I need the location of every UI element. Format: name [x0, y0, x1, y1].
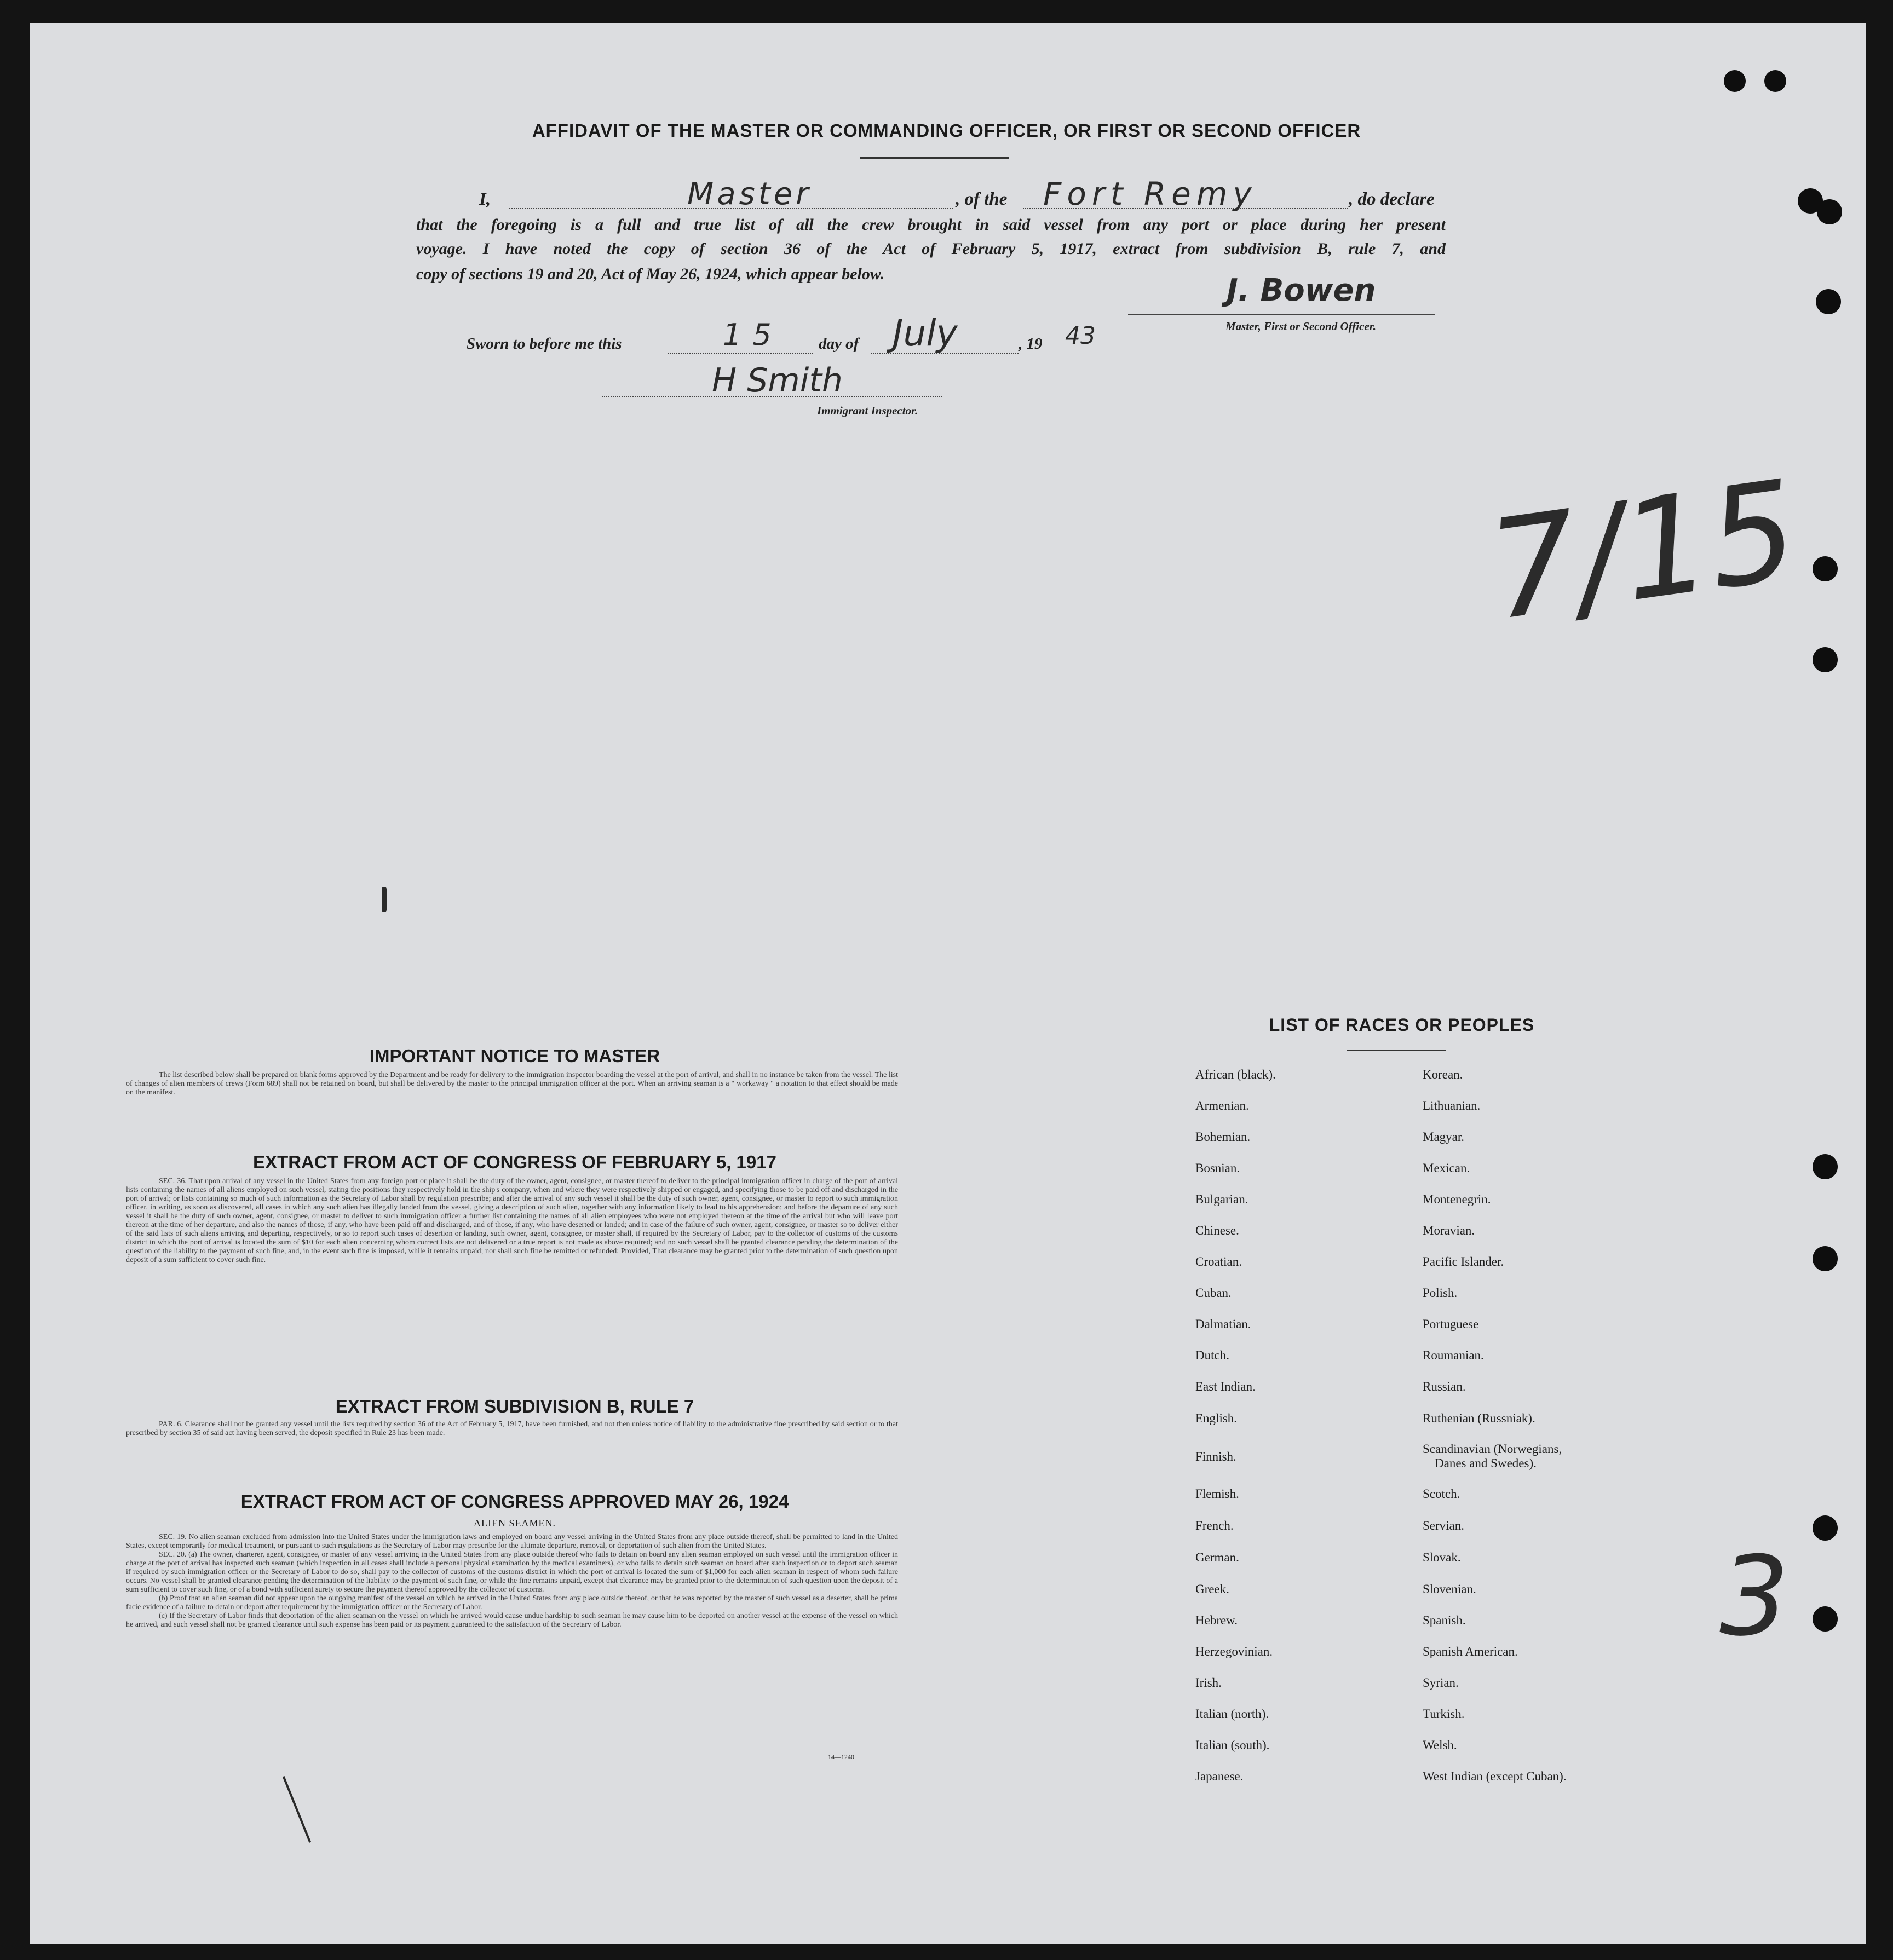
inspector-signature: H Smith: [712, 361, 843, 400]
i-label: I,: [479, 189, 491, 209]
race-right-4: Montenegrin.: [1423, 1192, 1491, 1206]
signature-caption: Master, First or Second Officer.: [1225, 320, 1376, 333]
race-right-12b: Danes and Swedes).: [1435, 1456, 1537, 1470]
race-left-8: Dalmatian.: [1195, 1317, 1251, 1331]
race-right-13: Scotch.: [1423, 1487, 1460, 1501]
form-number: 14—1240: [828, 1753, 854, 1761]
race-right-3: Mexican.: [1423, 1161, 1470, 1175]
master-signature: J. Bowen: [1227, 273, 1376, 308]
race-left-20: Italian (north).: [1195, 1707, 1269, 1721]
notice-title: IMPORTANT NOTICE TO MASTER: [369, 1046, 660, 1066]
extract-1917-text: [126, 1177, 898, 1265]
sworn-month: July: [893, 312, 958, 354]
title-rule: [860, 157, 1009, 159]
year-prefix: , 19: [1019, 335, 1043, 353]
race-right-1: Lithuanian.: [1423, 1099, 1481, 1112]
punch-hole: [1813, 647, 1838, 672]
race-right-20: Turkish.: [1423, 1707, 1465, 1721]
race-left-5: Chinese.: [1195, 1224, 1239, 1237]
race-left-11: English.: [1195, 1411, 1238, 1425]
race-right-6: Pacific Islander.: [1423, 1255, 1504, 1269]
race-right-15: Slovak.: [1423, 1550, 1461, 1564]
race-left-10: East Indian.: [1195, 1380, 1256, 1393]
day-of-label: day of: [819, 335, 859, 353]
extract-1924-title: EXTRACT FROM ACT OF CONGRESS APPROVED MAY 26, 1924: [240, 1491, 789, 1512]
extract-rule7-title: EXTRACT FROM SUBDIVISION B, RULE 7: [335, 1396, 694, 1416]
race-left-1: Armenian.: [1195, 1099, 1249, 1112]
race-left-4: Bulgarian.: [1195, 1192, 1248, 1206]
punch-hole: [1764, 70, 1786, 92]
affidavit-body-3: copy of sections 19 and 20, Act of May 26, 1924, which appear below.: [416, 265, 885, 283]
race-left-12: Finnish.: [1195, 1450, 1236, 1463]
inspector-caption: Immigrant Inspector.: [817, 404, 918, 417]
race-left-14: French.: [1195, 1519, 1234, 1532]
race-left-16: Greek.: [1195, 1582, 1229, 1596]
sec19-paragraph: SEC. 19. No alien seaman excluded from admission into the United States under the immigration laws and employed on board any vessel arriving in the United States from any place outside thereof, shall be permitted to land in the United States, except temporarily for medical treatment, or pursuant to such regulations as the Secretary of Labor may prescribe for the ultimate departure, removal, or deportation of such alien from the United States.: [126, 1533, 898, 1550]
race-right-14: Servian.: [1423, 1519, 1465, 1532]
race-left-18: Herzegovinian.: [1195, 1645, 1273, 1658]
race-right-19: Syrian.: [1423, 1676, 1459, 1690]
sworn-day-line: [668, 353, 813, 354]
punch-hole: [1813, 1606, 1838, 1632]
sworn-day: 15: [723, 318, 782, 352]
affidavit-title: AFFIDAVIT OF THE MASTER OR COMMANDING OFFICER, OR FIRST OR SECOND OFFICER: [532, 120, 1361, 141]
ink-mark: [382, 887, 387, 912]
race-left-17: Hebrew.: [1195, 1613, 1238, 1627]
race-right-0: Korean.: [1423, 1068, 1463, 1081]
punch-hole: [1813, 1515, 1838, 1541]
race-right-9: Roumanian.: [1423, 1348, 1484, 1362]
affidavit-body-2: voyage. I have noted the copy of section 36 of the Act of February 5, 1917, extract from subdivision B, rule 7, and: [416, 240, 1446, 258]
extract-1924-text: [126, 1533, 898, 1629]
race-right-16: Slovenian.: [1423, 1582, 1476, 1596]
sec36-paragraph: SEC. 36. That upon arrival of any vessel in the United States from any foreign port or place it shall be the duty of the owner, agent, consignee, or master thereof to deliver to the principal immigration officer in charge of the port of arrival lists containing the names of all aliens employed on such vessel, stating the positions they respectively hold in the ship's company, when and where they were respectively shipped or engaged, and specifying those to be paid off and discharged in the port of arrival; or lists containing so much of such information as the Secretary of Labor shall by regulation prescribe; and after the arrival of any such vessel it shall be the duty of such owner, agent, consignee, or master to report to such immigration officer, in writing, as soon as discovered, all cases in which any such alien has illegally landed from the vessel, giving a description of such alien, together with any information likely to lead to his apprehension; and before the departure of any such vessel it shall be the duty of such owner, agent, consignee, or master to deliver to such immigration officer a further list containing the names of all alien employees who were not employed thereon at the time of the arrival but who will leave port thereon at the time of her departure, and also the names of those, if any, who have been paid off and discharged, and of those, if any, who have deserted or landed; and in case of the failure of such owner, agent, consignee, or master so to deliver either of the said lists of such aliens arriving and departing, respectively, or so to report such cases of desertion or landing, such owner, agent, consignee, or master shall, if required by the Secretary of Labor, pay to the collector of customs of the customs district in which the port of arrival is located the sum of $10 for each alien concerning whom correct lists are not delivered or a true report is not made as above required; and no such vessel shall be granted clearance pending the determination of the question of the liability to the payment of such fine, and, in the event such fine is imposed, while it remains unpaid; nor shall such fine be remitted or refunded: Provided, That clearance may be granted prior to the determination of such question upon deposit of a sum sufficient to cover such fine.: [126, 1177, 898, 1264]
punch-hole: [1724, 70, 1746, 92]
punch-hole: [1813, 1154, 1838, 1179]
race-right-18: Spanish American.: [1423, 1645, 1518, 1658]
race-left-3: Bosnian.: [1195, 1161, 1240, 1175]
race-right-8: Portuguese: [1423, 1317, 1479, 1331]
punch-hole: [1817, 199, 1842, 224]
race-right-21: Welsh.: [1423, 1738, 1457, 1752]
race-left-22: Japanese.: [1195, 1769, 1244, 1783]
punch-hole: [1816, 289, 1841, 314]
races-rule: [1347, 1050, 1446, 1051]
race-right-22: West Indian (except Cuban).: [1423, 1769, 1567, 1783]
vessel-name: Fort Remy: [1043, 175, 1257, 212]
race-right-12: Scandinavian (Norwegians,: [1423, 1442, 1562, 1456]
race-left-19: Irish.: [1195, 1676, 1222, 1690]
date-annotation: 7/15: [1480, 450, 1806, 651]
master-name: Master: [687, 176, 812, 212]
signature-line: [1128, 314, 1435, 315]
page-number-annotation: 3: [1719, 1533, 1790, 1661]
race-left-21: Italian (south).: [1195, 1738, 1270, 1752]
punch-hole: [1813, 556, 1838, 581]
race-left-6: Croatian.: [1195, 1255, 1242, 1269]
sworn-year: 43: [1065, 322, 1096, 350]
race-left-9: Dutch.: [1195, 1348, 1229, 1362]
race-right-7: Polish.: [1423, 1286, 1458, 1300]
notice-text: [126, 1071, 898, 1097]
race-right-2: Magyar.: [1423, 1130, 1465, 1144]
document-page: [30, 23, 1866, 1944]
races-title: LIST OF RACES OR PEOPLES: [1269, 1015, 1535, 1035]
punch-hole: [1813, 1246, 1838, 1271]
race-left-0: African (black).: [1195, 1068, 1276, 1081]
race-right-10: Russian.: [1423, 1380, 1466, 1393]
sec20b-paragraph: (b) Proof that an alien seaman did not appear upon the outgoing manifest of the vessel on which he arrived in the United States from any place outside thereof, or that he was reported by the master of such vessel as a deserter, shall be prima facie evidence of a failure to detain or deport after requirement by the immigration officer or the Secretary of Labor.: [126, 1594, 898, 1611]
sec20c-paragraph: (c) If the Secretary of Labor finds that deportation of the alien seaman on the vessel on which he arrived would cause undue hardship to such seaman he may cause him to be deported on another vessel at the expense of the vessel on which he arrived, and such vessel shall not be granted clearance until such expense has been paid or its payment guaranteed to the satisfaction of the Secretary of Labor.: [126, 1612, 898, 1629]
of-the-label: , of the: [956, 189, 1008, 209]
extract-rule7-text: [126, 1420, 898, 1438]
extract-1924-subtitle: ALIEN SEAMEN.: [474, 1518, 556, 1529]
race-right-11: Ruthenian (Russniak).: [1423, 1411, 1535, 1425]
extract-1917-title: EXTRACT FROM ACT OF CONGRESS OF FEBRUARY 5, 1917: [253, 1152, 776, 1172]
sworn-label: Sworn to before me this: [467, 335, 622, 353]
par6-paragraph: PAR. 6. Clearance shall not be granted any vessel until the lists required by section 36 of the Act of February 5, 1917, have been furnished, and not then unless notice of liability to the administrative fine prescribed by said section or to that prescribed by section 35 of said act having been served, the deposit specified in Rule 23 has been made.: [126, 1420, 898, 1437]
race-right-5: Moravian.: [1423, 1224, 1475, 1237]
affidavit-body-1: that the foregoing is a full and true list of all the crew brought in said vessel from any port or place during her present: [416, 216, 1446, 234]
race-left-2: Bohemian.: [1195, 1130, 1251, 1144]
sec20a-paragraph: SEC. 20. (a) The owner, charterer, agent, consignee, or master of any vessel arriving in the United States from any place outside thereof who fails to detain on board any alien seaman employed on such vessel until the immigration officer in charge at the port of arrival has inspected such seaman (which inspection in all cases shall include a personal physical examination by the medical examiners), or who fails to detain such seaman on board after such inspection or to deport such seaman if required by such immigration officer or the Secretary of Labor to do so, shall pay to the collector of customs of the customs district in which the port of arrival is located the sum of $1,000 for each alien seaman in respect of whom such failure occurs. No vessel shall be granted clearance pending the determination of the liability to the payment of such fine, or while the fine remains unpaid, except that clearance may be granted prior to the determination of such question upon the deposit of a sum sufficient to cover such fine, or of a bond with sufficient surety to secure the payment thereof approved by the collector of customs.: [126, 1550, 898, 1594]
declare-label: , do declare: [1349, 189, 1435, 209]
race-left-7: Cuban.: [1195, 1286, 1232, 1300]
notice-paragraph: The list described below shall be prepared on blank forms approved by the Department and be ready for delivery to the immigration inspector boarding the vessel at the port of arrival, and shall in no instance be taken from the vessel. The list of changes of alien members of crews (Form 689) shall not be retained on board, but shall be delivered by the master to the principal immigration officer at the port. When an arriving seaman is a " workaway " a notation to that effect should be made on the manifest.: [126, 1071, 898, 1097]
race-left-13: Flemish.: [1195, 1487, 1239, 1501]
race-right-17: Spanish.: [1423, 1613, 1466, 1627]
race-left-15: German.: [1195, 1550, 1239, 1564]
